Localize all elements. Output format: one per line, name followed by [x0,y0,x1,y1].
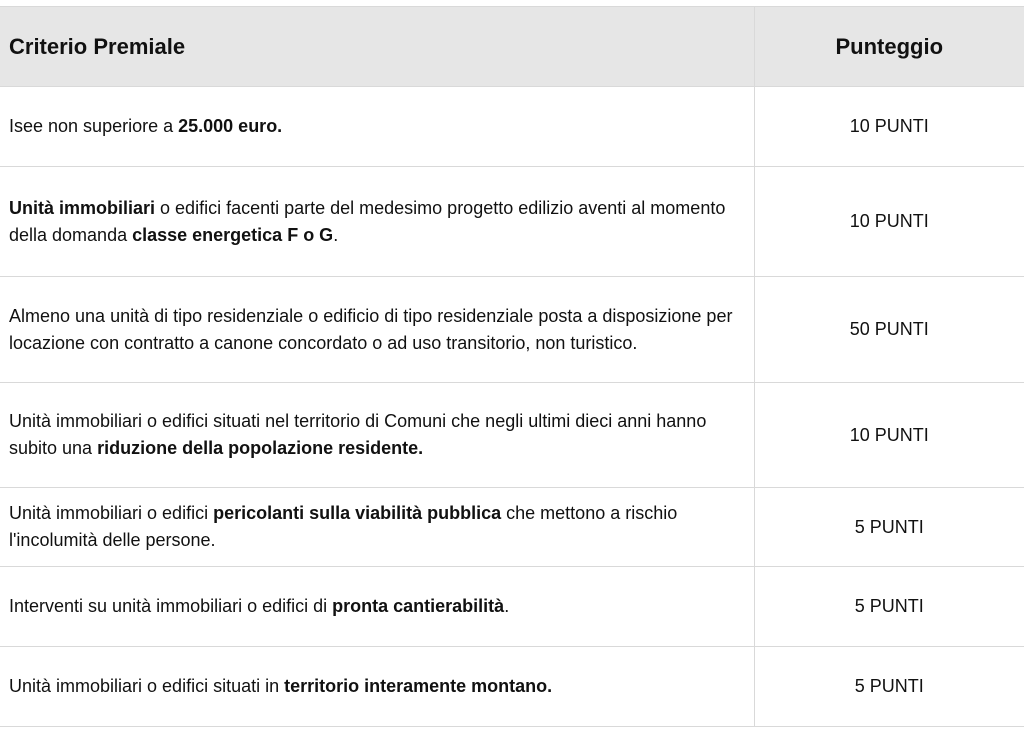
criterion-cell [0,383,754,488]
criterion-cell [0,488,754,567]
column-header-criterion: Criterio Premiale [0,7,754,87]
score-cell: 10 PUNTI [754,87,1024,167]
criterion-text: Isee non superiore a [9,116,179,136]
table-row [0,277,1024,383]
column-header-score: Punteggio [754,7,1024,87]
table-row [0,383,1024,488]
table-header [0,7,1024,87]
criterion-text-bold: Unità immobiliari [9,197,156,218]
score-cell: 10 PUNTI [754,383,1024,488]
criterion-text-bold: classe energetica F o G [132,224,334,245]
criterion-text: Almeno una unità di tipo residenziale o edificio di tipo residenziale posta a disposizione per locazione con contratto a canone concordato o ad uso transitorio, non turistico. [9,305,733,353]
score-cell: 5 PUNTI [754,567,1024,647]
criterion-text: o edifici facenti parte del medesimo progetto edilizio aventi al momento della domanda [9,197,726,245]
criteria-table-container [0,6,1024,727]
table-row [0,567,1024,647]
table-row [0,87,1024,167]
criterion-cell [0,87,754,167]
table-row [0,167,1024,277]
criterion-cell [0,567,754,647]
score-cell: 5 PUNTI [754,647,1024,727]
table-body [0,87,1024,727]
criterion-text-bold: riduzione della popolazione residente. [97,438,424,458]
criteria-table [0,6,1024,727]
table-row [0,488,1024,567]
criterion-text-bold: territorio interamente montano. [284,676,553,696]
criterion-text: . [504,596,510,616]
header-row [0,7,1024,87]
criterion-text: Unità immobiliari o edifici situati nel territorio di Comuni che negli ultimi dieci anni hanno subito una [9,411,707,458]
criterion-text: Interventi su unità immobiliari o edifici di [9,596,333,616]
criterion-text-bold: pronta cantierabilità [332,596,505,616]
criterion-text: Unità immobiliari o edifici situati in [9,676,285,696]
criterion-text-bold: 25.000 euro. [178,116,283,136]
criterion-text: . [333,224,339,245]
criterion-cell [0,167,754,277]
criterion-text: che mettono a rischio l'incolumità delle persone. [9,503,678,550]
score-cell: 10 PUNTI [754,167,1024,277]
score-cell: 5 PUNTI [754,488,1024,567]
criterion-cell [0,647,754,727]
criterion-cell [0,277,754,383]
criterion-text-bold: pericolanti sulla viabilità pubblica [213,503,502,523]
table-row [0,647,1024,727]
score-cell: 50 PUNTI [754,277,1024,383]
criterion-text: Unità immobiliari o edifici [9,503,214,523]
